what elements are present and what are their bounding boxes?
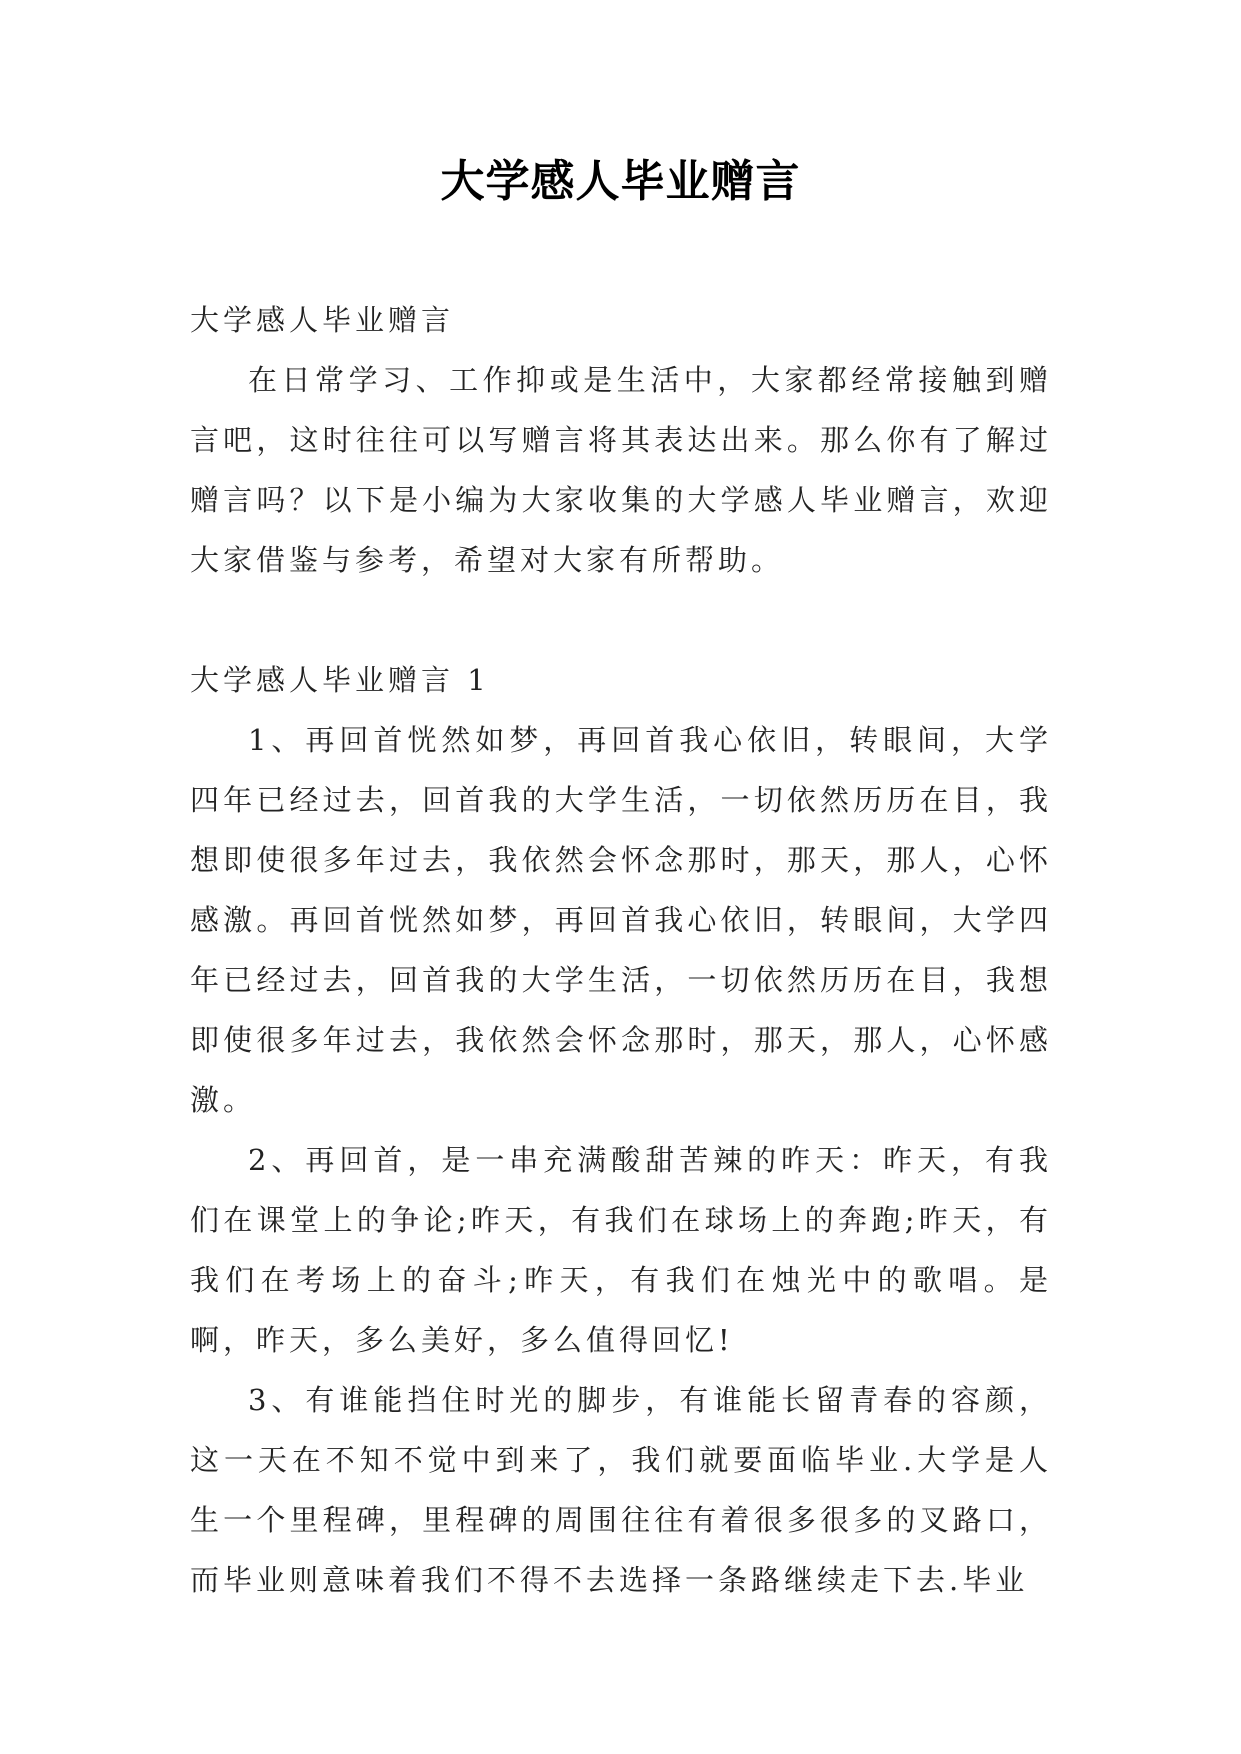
section-heading: 大学感人毕业赠言 1 [190,663,490,697]
message-paragraph-3: 3、有谁能挡住时光的脚步，有谁能长留青春的容颜，这一天在不知不觉中到来了，我们就要面临毕业.大学是人生一个里程碑，里程碑的周围往往有着很多很多的叉路口，而毕业则意味着我们不得不去选择一条路继续走下去.毕业 [190,1383,1052,1597]
document-title: 大学感人毕业赠言 [440,156,801,207]
document-body [190,290,1052,1610]
document-subtitle: 大学感人毕业赠言 [190,303,455,337]
intro-paragraph: 在日常学习、工作抑或是生活中，大家都经常接触到赠言吧，这时往往可以写赠言将其表达出来。那么你有了解过赠言吗？以下是小编为大家收集的大学感人毕业赠言，欢迎大家借鉴与参考，希望对大家有所帮助。 [190,363,1052,577]
message-paragraph-2: 2、再回首，是一串充满酸甜苦辣的昨天：昨天，有我们在课堂上的争论;昨天，有我们在球场上的奔跑;昨天，有我们在考场上的奋斗;昨天，有我们在烛光中的歌唱。是啊，昨天，多么美好，多么值得回忆! [190,1143,1052,1357]
section-spacer [190,590,1052,650]
message-paragraph-1: 1、再回首恍然如梦，再回首我心依旧，转眼间，大学四年已经过去，回首我的大学生活，一切依然历历在目，我想即使很多年过去，我依然会怀念那时，那天，那人，心怀感激。再回首恍然如梦，再回首我心依旧，转眼间，大学四年已经过去，回首我的大学生活，一切依然历历在目，我想即使很多年过去，我依然会怀念那时，那天，那人，心怀感激。 [190,723,1052,1117]
